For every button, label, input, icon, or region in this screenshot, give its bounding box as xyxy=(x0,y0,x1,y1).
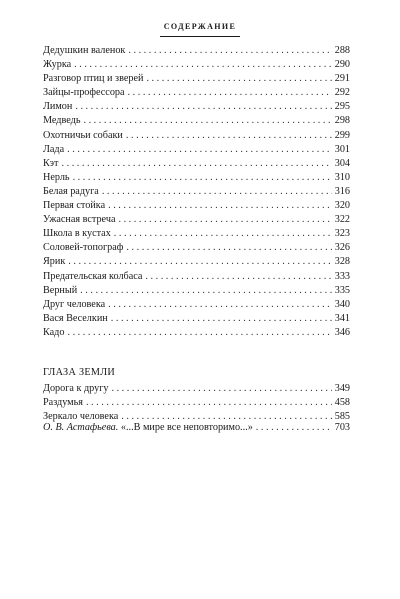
toc-entry[interactable] xyxy=(43,157,350,171)
toc-entry-page: 310 xyxy=(334,171,350,183)
toc-entry-page: 320 xyxy=(334,200,350,212)
toc-entry[interactable] xyxy=(43,199,350,213)
toc-entry-page: 316 xyxy=(334,185,350,197)
toc-entry-page: 585 xyxy=(334,411,350,423)
toc-entry[interactable] xyxy=(43,171,350,185)
toc-entry-title: Охотничьи собаки xyxy=(43,129,123,141)
toc-entry-title: Дедушкин валенок xyxy=(43,45,126,56)
leader-dots xyxy=(114,227,332,241)
toc-entry-afterword[interactable] xyxy=(43,421,350,435)
toc-entry-title: Зеркало человека xyxy=(43,411,119,423)
toc-entry-title: Лада xyxy=(43,143,65,155)
toc-entry[interactable] xyxy=(43,129,350,143)
afterword-author: О. В. Астафьева. xyxy=(43,422,119,433)
toc-entry[interactable] xyxy=(43,100,350,114)
toc-entry-title: Медведь xyxy=(43,115,81,127)
toc-entry-page: 292 xyxy=(334,87,350,99)
leader-dots xyxy=(111,312,332,326)
leader-dots xyxy=(145,270,331,284)
toc-entry-title: Раздумья xyxy=(43,397,83,409)
toc-entry-title: Лимон xyxy=(43,101,73,113)
leader-dots xyxy=(67,326,331,340)
leader-dots xyxy=(108,298,332,312)
toc-entry-page: 458 xyxy=(334,397,350,409)
toc-entry[interactable] xyxy=(43,44,350,58)
leader-dots xyxy=(86,396,332,410)
toc-entry-page: 290 xyxy=(334,59,350,71)
leader-dots xyxy=(126,129,332,143)
toc-entry-title: Разговор птиц и зверей xyxy=(43,73,144,85)
toc-entry-title: Белая радуга xyxy=(43,185,99,197)
toc-entry-page: 291 xyxy=(334,73,350,85)
toc-entry-title: Нерль xyxy=(43,171,70,183)
toc-section xyxy=(43,366,350,424)
leader-dots xyxy=(67,143,332,157)
toc-entry[interactable] xyxy=(43,255,350,269)
leader-dots xyxy=(146,72,331,86)
toc-entry-title: Ярик xyxy=(43,256,66,268)
toc-entry-page: 340 xyxy=(334,298,350,310)
toc-entry[interactable] xyxy=(43,86,350,100)
toc-entry[interactable] xyxy=(43,284,350,298)
toc-entry[interactable] xyxy=(43,312,350,326)
toc-entry-title: Кадо xyxy=(43,326,65,338)
toc-entry-page: 322 xyxy=(334,214,350,226)
toc-entry-page: 341 xyxy=(334,312,350,324)
header-rule xyxy=(160,36,240,37)
toc-entry-page: 299 xyxy=(334,129,350,141)
toc-entry[interactable] xyxy=(43,382,350,396)
toc-entry-title: Верный xyxy=(43,284,78,296)
leader-dots xyxy=(256,421,332,435)
leader-dots xyxy=(102,185,332,199)
toc-entry-page: 333 xyxy=(334,270,350,282)
toc-entry-page: 328 xyxy=(334,256,350,268)
toc-entry[interactable] xyxy=(43,143,350,157)
leader-dots xyxy=(73,171,332,185)
toc-entry[interactable] xyxy=(43,185,350,199)
toc-entry-title: Школа в кустах xyxy=(43,228,111,240)
toc-section-list xyxy=(43,382,350,424)
toc-entry-title: Кэт xyxy=(43,157,59,169)
leader-dots xyxy=(68,255,331,269)
toc-entry-page: 288 xyxy=(334,45,350,56)
toc-entry-page: 346 xyxy=(334,326,350,338)
toc-entry-title: Друг человека xyxy=(43,298,106,310)
toc-entry[interactable] xyxy=(43,241,350,255)
toc-entry[interactable] xyxy=(43,114,350,128)
leader-dots xyxy=(74,58,332,72)
toc-entry-title: Предательская колбаса xyxy=(43,270,143,282)
leader-dots xyxy=(83,114,331,128)
toc-entry-title: Первая стойка xyxy=(43,200,106,212)
toc-entry-page: 295 xyxy=(334,101,350,113)
leader-dots xyxy=(128,86,332,100)
toc-entry-page: 323 xyxy=(334,228,350,240)
toc-entry[interactable] xyxy=(43,298,350,312)
toc-entry-page: 301 xyxy=(334,143,350,155)
toc-entry-page: 335 xyxy=(334,284,350,296)
leader-dots xyxy=(62,157,332,171)
toc-entry[interactable] xyxy=(43,396,350,410)
toc-entry[interactable] xyxy=(43,213,350,227)
toc-main-list xyxy=(43,44,350,340)
toc-entry[interactable] xyxy=(43,72,350,86)
toc-entry[interactable] xyxy=(43,326,350,340)
toc-entry[interactable] xyxy=(43,58,350,72)
leader-dots xyxy=(108,199,332,213)
leader-dots xyxy=(75,100,331,114)
toc-entry-page: 326 xyxy=(334,242,350,254)
toc-entry[interactable] xyxy=(43,227,350,241)
toc-entry-title: Соловей-топограф xyxy=(43,242,124,254)
page-header: СОДЕРЖАНИЕ xyxy=(163,22,237,31)
toc-entry-title: Дорога к другу xyxy=(43,383,109,394)
leader-dots xyxy=(128,44,331,58)
leader-dots xyxy=(118,213,331,227)
toc-entry-title: Журка xyxy=(43,59,72,71)
toc-entry-page: 304 xyxy=(334,157,350,169)
afterword-page: 703 xyxy=(334,422,350,433)
toc-afterword xyxy=(43,421,350,435)
leader-dots xyxy=(111,382,331,396)
toc-entry-page: 349 xyxy=(334,383,350,394)
leader-dots xyxy=(80,284,332,298)
toc-entry-title: Ужасная встреча xyxy=(43,214,116,226)
toc-entry-title: Вася Веселкин xyxy=(43,312,108,324)
afterword-title: «...В мире все неповторимо...» xyxy=(120,422,253,433)
toc-entry-title: Зайцы-профессора xyxy=(43,87,125,99)
section-title: ГЛАЗА ЗЕМЛИ xyxy=(43,367,116,378)
toc-entry-page: 298 xyxy=(334,115,350,127)
toc-entry[interactable] xyxy=(43,270,350,284)
leader-dots xyxy=(126,241,331,255)
